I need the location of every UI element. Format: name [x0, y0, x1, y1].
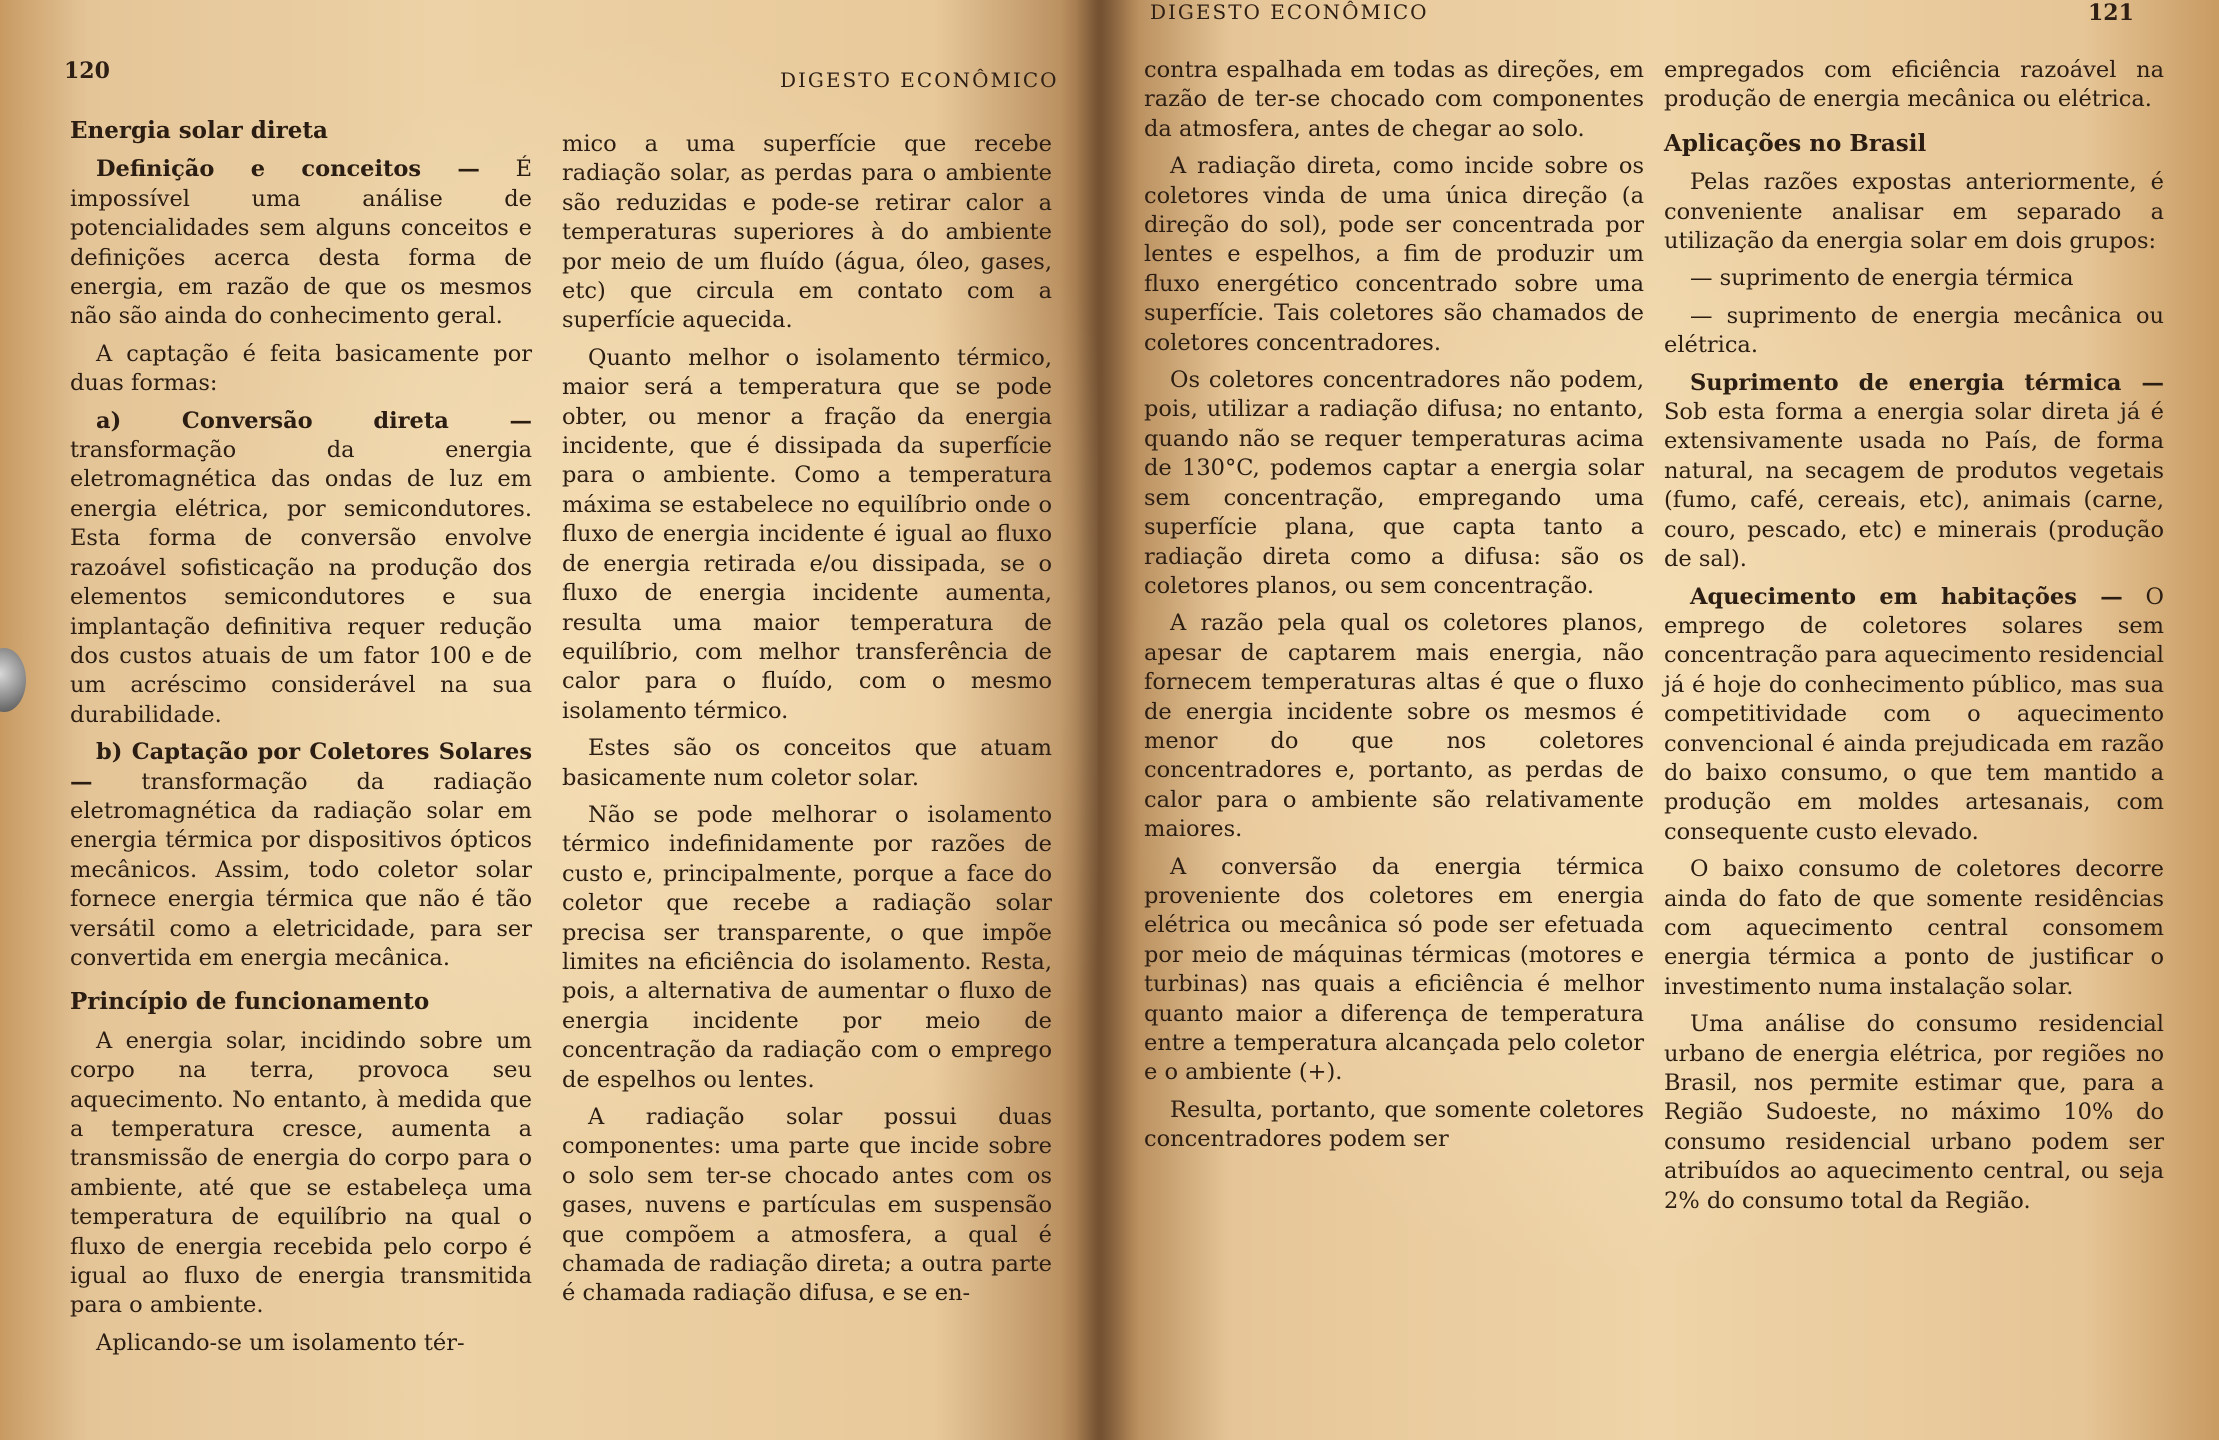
run-in-heading: Definição e conceitos — — [96, 156, 480, 183]
paragraph-text: empregados com eficiência razoável na produção de energia mecânica ou elétrica. — [1664, 57, 2164, 113]
left-page — [0, 0, 1098, 1440]
paragraph-text: mico a uma superfície que recebe radiação solar, as perdas para o ambiente são reduzidas e pode-se retirar calor a temperaturas superiores à do ambiente por meio de um fluído (água, óleo, gases, etc) que circula em contato com a superfície aquecida. — [562, 131, 1052, 334]
page-number-right: 121 — [2088, 0, 2134, 26]
paragraph — [562, 734, 1052, 793]
paragraph — [70, 1329, 532, 1358]
paragraph — [1664, 56, 2164, 115]
paragraph-text: — suprimento de energia térmica — [1690, 265, 2074, 292]
metal-tack-icon — [0, 648, 26, 712]
running-head-left: DIGESTO ECONÔMICO — [780, 68, 1059, 92]
run-in-heading: a) Conversão direta — — [96, 407, 532, 434]
column-1 — [70, 116, 532, 1358]
section-heading: Energia solar direta — [70, 117, 328, 144]
paragraph-text: Quanto melhor o isolamento térmico, maior será a temperatura que se pode obter, ou menor a fração da energia incidente, que é dissipada da superfície para o ambiente. Como a temperatura máxima se estabelece no equilíbrio onde o fluxo de energia incidente é igual ao fluxo de energia retirada e/ou dissipada, se o fluxo de energia incidente aumenta, resulta uma maior temperatura de equilíbrio, com melhor transferência de calor para o fluído, com o mesmo isolamento térmico. — [562, 344, 1052, 724]
column-2 — [562, 130, 1052, 1309]
paragraph — [70, 407, 532, 730]
paragraph — [1144, 609, 1644, 844]
paragraph-text: A conversão da energia térmica proveniente dos coletores em energia elétrica ou mecânica só pode ser efetuada por meio de máquinas térmicas (motores e turbinas) nas quais a eficiência é melhor quanto maior a diferença de temperatura entre a temperatura alcançada pelo coletor e o ambiente (+). — [1144, 853, 1644, 1086]
column-4 — [1664, 56, 2164, 1216]
paragraph — [1664, 302, 2164, 361]
paragraph — [1664, 264, 2164, 293]
paragraph — [70, 738, 532, 973]
paragraph-text: A energia solar, incidindo sobre um corpo na terra, provoca seu aquecimento. No entanto, à medida que a temperatura cresce, aumenta a transmissão de energia do corpo para o ambiente, até que se estabeleça uma temperatura de equilíbrio na qual o fluxo de energia recebida pelo corpo é igual ao fluxo de energia transmitida para o ambiente. — [70, 1027, 532, 1319]
paragraph-text: contra espalhada em todas as direções, em razão de ter-se chocado com componentes da atmosfera, antes de chegar ao solo. — [1144, 57, 1644, 142]
paragraph — [562, 130, 1052, 336]
paragraph — [70, 155, 532, 331]
paragraph — [562, 1103, 1052, 1309]
paragraph-text: transformação da radiação eletromagnética da radiação solar em energia térmica por dispositivos ópticos mecânicos. Assim, todo coletor solar fornece energia térmica que não é tão versátil como a eletricidade, para ser convertida em energia mecânica. — [70, 768, 532, 971]
paragraph — [1664, 855, 2164, 1002]
paragraph-text: Resulta, portanto, que somente coletores concentradores podem ser — [1144, 1096, 1644, 1153]
running-head-right: DIGESTO ECONÔMICO — [1150, 0, 1429, 24]
paragraph — [1144, 853, 1644, 1088]
paragraph — [1144, 152, 1644, 358]
right-page — [1098, 0, 2219, 1440]
paragraph-text: Sob esta forma a energia solar direta já é extensivamente usada no País, de forma natural, na secagem de produtos vegetais (fumo, café, cereais, etc), animais (carne, couro, pescado, etc) e minerais (produção de sal). — [1664, 399, 2164, 573]
paragraph — [562, 344, 1052, 726]
section-heading: Princípio de funcionamento — [70, 988, 430, 1016]
paragraph-text: — suprimento de energia mecânica ou elétrica. — [1664, 302, 2164, 359]
paragraph-text: É impossível uma análise de potencialidades sem alguns conceitos e definições acerca desta forma de energia, em razão de que os mesmos não são ainda do conhecimento geral. — [70, 156, 533, 330]
run-in-heading: Aquecimento em habitações — — [1690, 583, 2123, 610]
paragraph-text: Uma análise do consumo residencial urbano de energia elétrica, por regiões no Brasil, nos permite estimar que, para a Região Sudoeste, no máximo 10% do consumo residencial urbano podem ser atribuídos ao aquecimento central, ou seja 2% do consumo total da Região. — [1664, 1011, 2164, 1214]
paragraph — [562, 801, 1052, 1095]
paragraph — [1144, 1096, 1644, 1155]
paragraph-text: A radiação solar possui duas componentes: uma parte que incide sobre o solo sem ter-se chocado antes com os gases, nuvens e partículas em suspensão que compõem a atmosfera, a qual é chamada de radiação direta; a outra parte é chamada radiação difusa, e se en- — [562, 1104, 1052, 1307]
paragraph — [1664, 369, 2164, 575]
paragraph-text: Estes são os conceitos que atuam basicamente num coletor solar. — [562, 735, 1052, 791]
paragraph — [1144, 56, 1644, 144]
paragraph — [1664, 583, 2164, 848]
run-in-heading: Suprimento de energia térmica — — [1690, 369, 2164, 396]
paragraph-text: Pelas razões expostas anteriormente, é conveniente analisar em separado a utilização da energia solar em dois grupos: — [1664, 169, 2164, 255]
section-heading: Aplicações no Brasil — [1664, 129, 1927, 157]
page-number-left: 120 — [64, 58, 110, 84]
paragraph-text: Não se pode melhorar o isolamento térmico indefinidamente por razões de custo e, principalmente, porque a face do coletor que recebe a radiação solar precisa ser transparente, o que impõe limites na eficiência do isolamento. Resta, pois, a alternativa de aumentar o fluxo de energia incidente por meio de concentração da radiação com o emprego de espelhos ou lentes. — [562, 801, 1052, 1093]
paragraph — [70, 340, 532, 399]
paragraph-text: A razão pela qual os coletores planos, apesar de captarem mais energia, não fornecem temperaturas altas é que o fluxo de energia incidente sobre os mesmos é menor do que nos coletores concentradores e, portanto, as perdas de calor para o ambiente são relativamente maiores. — [1144, 610, 1644, 843]
paragraph-text: Aplicando-se um isolamento tér- — [96, 1329, 465, 1356]
run-in-heading: b) Captação por Coletores Solares — — [70, 739, 532, 795]
paragraph — [1664, 1010, 2164, 1216]
paragraph-text: O baixo consumo de coletores decorre ainda do fato de que somente residências com aquecimento central consomem energia térmica a ponto de justificar o investimento numa instalação solar. — [1664, 856, 2164, 1000]
paragraph — [1144, 366, 1644, 601]
paragraph-text: transformação da energia eletromagnética das ondas de luz em energia elétrica, por semicondutores. Esta forma de conversão envolve razoável sofisticação na produção dos elementos semicondutores e sua implantação definitiva requer redução dos custos atuais de um fator 100 e de um acréscimo considerável na sua durabilidade. — [70, 437, 532, 728]
column-3 — [1144, 56, 1644, 1155]
paragraph-text: O emprego de coletores solares sem concentração para aquecimento residencial já é hoje do conhecimento público, mas sua competitividade com o aquecimento convencional é ainda prejudicada em razão do baixo consumo, o que tem mantido a produção em moldes artesanais, com consequente custo elevado. — [1664, 583, 2164, 845]
paragraph-text: A radiação direta, como incide sobre os coletores vinda de uma única direção (a direção do sol), pode ser concentrada por lentes e espelhos, a fim de produzir um fluxo energético concentrado sobre uma superfície. Tais coletores são chamados de coletores concentradores. — [1144, 153, 1644, 356]
paragraph — [1664, 168, 2164, 256]
paragraph-text: Os coletores concentradores não podem, pois, utilizar a radiação difusa; no entanto, quando não se requer temperaturas acima de 130°C, podemos captar a energia solar sem concentração, empregando uma superfície plana, que capta tanto a radiação direta como a difusa: são os coletores planos, ou sem concentração. — [1144, 367, 1644, 599]
paragraph-text: A captação é feita basicamente por duas formas: — [70, 340, 532, 397]
paragraph — [70, 1027, 532, 1321]
